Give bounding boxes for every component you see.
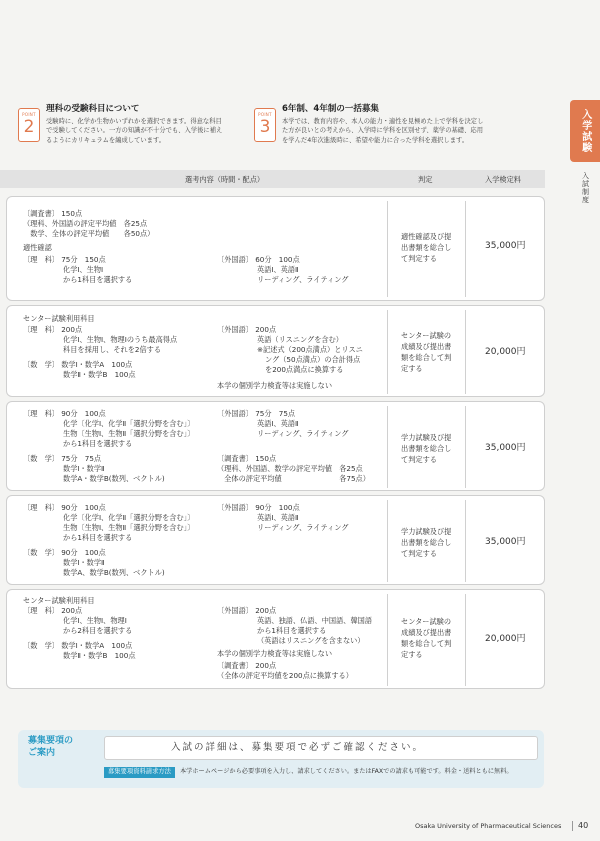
- notice-title: [28, 736, 73, 759]
- content-line: センター試験利用科目: [23, 314, 95, 323]
- footer-university: Osaka University of Pharmaceutical Sciences: [415, 822, 562, 830]
- content-line: 全体の評定平均値 各75点）: [217, 474, 370, 483]
- exam-section-3: [6, 401, 545, 491]
- content-line: （理科、外国語、数学の評定平均値 各25点: [217, 464, 363, 473]
- notice-main-text: 入試の詳細は、募集要項で必ずご確認ください。: [171, 742, 425, 753]
- exam-section-1: [6, 196, 545, 301]
- point-3-badge: [254, 108, 276, 142]
- content-line: 英語Ⅰ、英語Ⅱ: [257, 419, 299, 428]
- judge-text: 適性確認及び提 出書類を総合し て判定する: [401, 232, 452, 264]
- side-subtitle: 入試制度: [581, 172, 590, 204]
- content-line: 〔数 学〕 数学Ⅰ・数学A 100点: [23, 641, 133, 650]
- notice-title-line: 募集要項の: [28, 736, 74, 746]
- content-line: リーディング、ライティング: [257, 429, 349, 438]
- column-divider: [465, 594, 466, 686]
- content-line: 〔調査書〕 150点: [217, 454, 277, 463]
- content-line: から2科目を選択する: [63, 626, 133, 635]
- content-line: 化学Ⅰ、生物Ⅰ、物理Ⅰのうち最高得点: [63, 335, 178, 344]
- content-line: 英語Ⅰ、英語Ⅱ: [257, 513, 299, 522]
- notice-title-line: ご案内: [28, 747, 56, 758]
- text-line: で受験してください。一方の知識が不十分でも、入学後に補え: [46, 127, 223, 135]
- content-line: 適性確認: [23, 243, 52, 252]
- table-header: [0, 170, 545, 188]
- fee-value: 35,000円: [485, 537, 526, 547]
- content-line: リーディング、ライティング: [257, 275, 349, 284]
- header-fee: 入学検定料: [485, 175, 521, 184]
- judge-text: センター試験の 成績及び提出書 類を総合して判 定する: [401, 617, 452, 660]
- content-line: 〔調査書〕 150点: [23, 209, 83, 218]
- content-line: （全体の評定平均値を200点に換算する）: [217, 671, 353, 680]
- text-line: るようにカリキュラムを編成しています。: [46, 136, 166, 144]
- column-divider: [465, 201, 466, 297]
- content-line: 〔理 科〕 90分 100点: [23, 409, 106, 418]
- content-line: （英語はリスニングを含まない）: [257, 636, 365, 645]
- content-line: から1科目を選択する: [63, 275, 133, 284]
- column-divider: [387, 594, 388, 686]
- column-divider: [387, 500, 388, 582]
- column-divider: [465, 310, 466, 394]
- content-line: 本学の個別学力検査等は実施しない: [217, 381, 333, 390]
- point-label: POINT: [258, 112, 272, 117]
- content-line: 化学Ⅰ、生物Ⅰ、物理Ⅰ: [63, 616, 127, 625]
- notice-panel: [18, 730, 544, 788]
- request-method-label: 募集要項資料請求方法: [104, 767, 175, 778]
- content-line: 化学〔化学Ⅰ、化学Ⅱ「選択分野を含む」〕: [63, 419, 195, 428]
- content-line: センター試験利用科目: [23, 596, 95, 605]
- fee-value: 35,000円: [485, 241, 526, 251]
- content-line: から1科目を選択する: [257, 626, 327, 635]
- content-line: 科目を採用し、それを2倍する: [63, 345, 162, 354]
- fee-value: 20,000円: [485, 634, 526, 644]
- point-2-title: 理科の受験科目について: [46, 104, 140, 114]
- content-line: 英語Ⅰ、英語Ⅱ: [257, 265, 299, 274]
- content-line: 〔外国語〕 75分 75点: [217, 409, 296, 418]
- column-divider: [387, 310, 388, 394]
- content-line: から1科目を選択する: [63, 533, 133, 542]
- point-number: 2: [23, 117, 35, 138]
- request-method-text: 本学ホームページから必要事項を入力し、請求してください。またはFAXでの請求も可能です。料金・送料ともに無料。: [180, 768, 513, 775]
- content-line: 〔理 科〕 90分 100点: [23, 503, 106, 512]
- content-line: 数学Ⅰ・数学Ⅱ: [63, 464, 105, 473]
- content-line: 生物〔生物Ⅰ、生物Ⅱ「選択分野を含む」〕: [63, 429, 195, 438]
- content-line: リーディング、ライティング: [257, 523, 349, 532]
- point-3-text: [282, 117, 483, 145]
- exam-section-2: [6, 305, 545, 397]
- text-line: た方が良いとの考えから、入学時に学科を区別せず、薬学の基礎、応用: [282, 127, 483, 135]
- fee-value: 20,000円: [485, 347, 526, 357]
- footer-divider: [572, 821, 573, 831]
- content-line: 〔理 科〕 200点: [23, 325, 83, 334]
- content-line: ング（50点満点）の合計得点: [265, 355, 361, 364]
- content-line: 英語（リスニングを含む）: [257, 335, 343, 344]
- content-line: 生物〔生物Ⅰ、生物Ⅱ「選択分野を含む」〕: [63, 523, 195, 532]
- exam-section-5: [6, 589, 545, 689]
- page-number: 40: [578, 821, 589, 830]
- content-line: 〔数 学〕 数学Ⅰ・数学A 100点: [23, 360, 133, 369]
- notice-main-box: [104, 736, 538, 760]
- judge-text: センター試験の 成績及び提出書 類を総合して判 定する: [401, 331, 452, 374]
- text-line: 本学では、教育内容や、本人の能力・適性を見極めた上で学科を決定し: [282, 118, 484, 125]
- content-line: ※記述式（200点満点）とリスニ: [257, 345, 363, 354]
- content-line: 〔外国語〕 200点: [217, 606, 277, 615]
- content-line: 〔数 学〕 90分 100点: [23, 548, 106, 557]
- content-line: を200点満点に換算する: [265, 365, 344, 374]
- content-line: 〔理 科〕 75分 150点: [23, 255, 106, 264]
- judge-text: 学力試験及び提 出書類を総合し て判定する: [401, 433, 452, 465]
- content-line: 数学Ⅱ・数学B 100点: [63, 651, 136, 660]
- point-2-badge: [18, 108, 40, 142]
- content-line: 数学A・数学B(数列、ベクトル): [63, 474, 165, 483]
- text-line: 受験時に、化学か生物かいずれかを選択できます。得意な科目: [46, 118, 222, 125]
- exam-section-4: [6, 495, 545, 585]
- fee-value: 35,000円: [485, 443, 526, 453]
- content-line: 化学〔化学Ⅰ、化学Ⅱ「選択分野を含む」〕: [63, 513, 195, 522]
- point-3-title: 6年制、4年制の一括募集: [282, 104, 379, 114]
- content-line: 本学の個別学力検査等は実施しない: [217, 649, 333, 658]
- content-line: 数学A、数学B(数列、ベクトル): [63, 568, 165, 577]
- column-divider: [465, 500, 466, 582]
- content-line: （理科、外国語の評定平均値 各25点: [23, 219, 148, 228]
- content-line: 数学Ⅱ・数学B 100点: [63, 370, 136, 379]
- content-line: 化学Ⅰ、生物Ⅰ: [63, 265, 104, 274]
- content-line: 〔外国語〕 90分 100点: [217, 503, 300, 512]
- judge-text: 学力試験及び提 出書類を総合し て判定する: [401, 527, 452, 559]
- point-number: 3: [259, 117, 271, 138]
- content-line: から1科目を選択する: [63, 439, 133, 448]
- content-line: 〔外国語〕 200点: [217, 325, 277, 334]
- column-divider: [465, 406, 466, 488]
- content-line: 数学Ⅰ・数学Ⅱ: [63, 558, 105, 567]
- content-line: 〔外国語〕 60分 100点: [217, 255, 300, 264]
- point-label: POINT: [22, 112, 36, 117]
- point-2-text: [46, 117, 222, 145]
- content-line: 英語、独語、仏語、中国語、韓国語: [257, 616, 373, 625]
- content-line: 数学、全体の評定平均値 各50点）: [23, 229, 155, 238]
- column-divider: [387, 201, 388, 297]
- content-line: 〔調査書〕 200点: [217, 661, 277, 670]
- header-content: 選考内容（時間・配点）: [185, 175, 265, 184]
- column-divider: [387, 406, 388, 488]
- content-line: 〔数 学〕 75分 75点: [23, 454, 102, 463]
- side-tab-admission[interactable]: 入学試験: [570, 100, 600, 162]
- content-line: 〔理 科〕 200点: [23, 606, 83, 615]
- text-line: を学んだ4年次進級時に、希望や能力に合った学科を選択します。: [282, 136, 469, 144]
- header-judge: 判定: [418, 175, 433, 184]
